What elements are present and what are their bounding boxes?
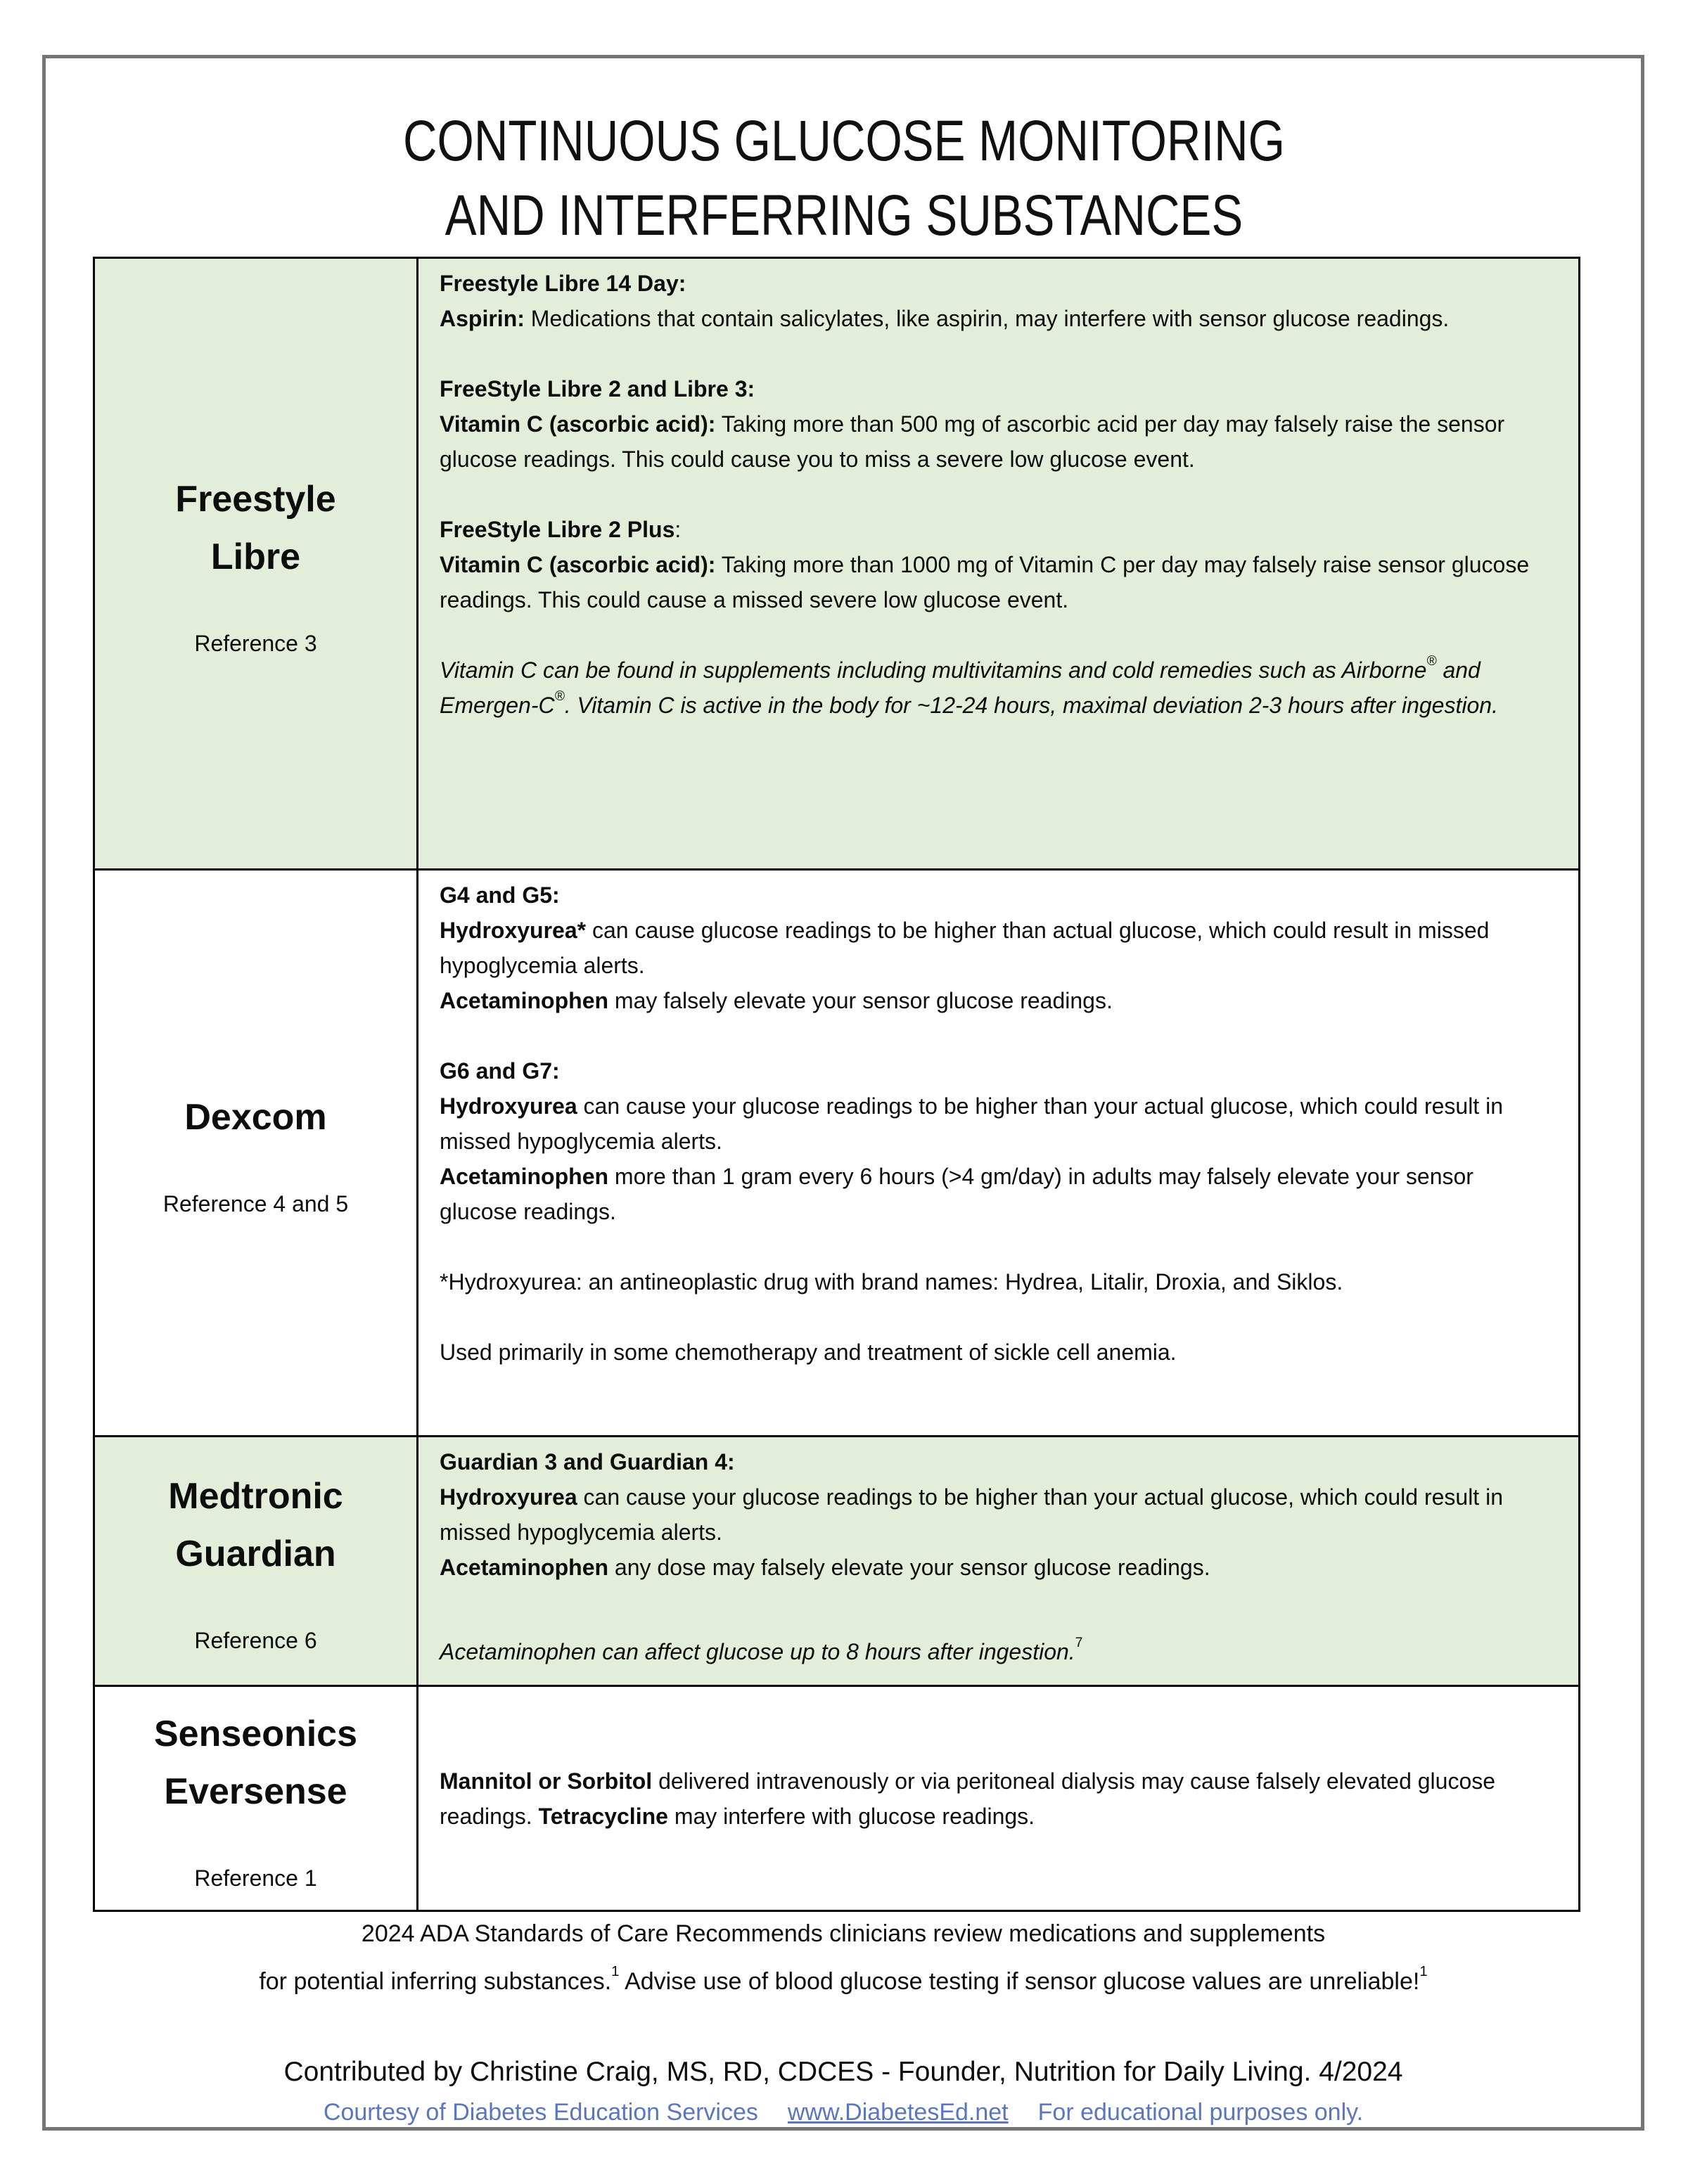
- device-name-line: Dexcom: [184, 1096, 327, 1138]
- device-name: [184, 1088, 326, 1146]
- paragraph: Vitamin C can be found in supplements including multivitamins and cold remedies such as Airborne® and Emergen-C®. Vitamin C is active in the body for ~12-24 hours, maximal deviation 2-3 hours after ingestion.: [440, 653, 1498, 718]
- device-cell: [95, 259, 418, 871]
- blank-line: [440, 477, 1557, 512]
- page-title: [0, 104, 1688, 253]
- paragraph: G6 and G7:: [440, 1058, 560, 1084]
- device-name: [168, 1467, 343, 1583]
- device-cell: [95, 871, 418, 1437]
- device-name-line: Libre: [210, 536, 301, 577]
- device-name: [175, 470, 335, 586]
- details-cell: [418, 1437, 1580, 1687]
- ada-recommendation-line1: 2024 ADA Standards of Care Recommends clinicians review medications and supplements: [361, 1920, 1326, 1947]
- device-reference: Reference 3: [194, 630, 317, 656]
- paragraph: Used primarily in some chemotherapy and treatment of sickle cell anemia.: [440, 1340, 1177, 1365]
- device-name-line: Medtronic: [168, 1476, 343, 1517]
- details-cell: [418, 1687, 1580, 1912]
- device-reference: Reference 1: [194, 1865, 317, 1891]
- paragraph: Hydroxyurea* can cause glucose readings to be higher than actual glucose, which could result in missed hypoglycemia alerts.: [440, 918, 1490, 978]
- paragraph: G4 and G5:: [440, 882, 560, 908]
- cgm-interference-table: [93, 257, 1580, 1912]
- paragraph: FreeStyle Libre 2 and Libre 3:: [440, 376, 755, 402]
- blank-line: [440, 336, 1557, 371]
- paragraph: Vitamin C (ascorbic acid): Taking more than 1000 mg of Vitamin C per day may falsely raise sensor glucose readings. This could cause a missed severe low glucose event.: [440, 552, 1530, 612]
- device-name: [154, 1705, 357, 1820]
- blank-line: [440, 1229, 1557, 1264]
- device-reference: Reference 4 and 5: [162, 1190, 349, 1216]
- device-name-line: Eversense: [164, 1771, 347, 1812]
- paragraph: Acetaminophen can affect glucose up to 8 hours after ingestion.$^7$: [440, 1635, 1083, 1664]
- paragraph: FreeStyle Libre 2 Plus:: [440, 517, 682, 542]
- details-cell: [418, 871, 1580, 1437]
- paragraph: Acetaminophen any dose may falsely elevate your sensor glucose readings.: [440, 1555, 1210, 1580]
- diabetesed-link[interactable]: www.DiabetesEd.net: [787, 2099, 1009, 2126]
- table-row: [95, 259, 1580, 871]
- blank-line: [440, 617, 1557, 653]
- table-row: [95, 1687, 1580, 1912]
- blank-line: [440, 1018, 1557, 1053]
- device-name-line: Senseonics: [153, 1713, 358, 1754]
- device-name-line: Freestyle: [175, 478, 336, 520]
- paragraph: Acetaminophen more than 1 gram every 6 hours (>4 gm/day) in adults may falsely elevate your sensor glucose readings.: [440, 1164, 1473, 1224]
- courtesy-line: Courtesy of Diabetes Education Services www.DiabetesEd.net For educational purposes only.: [323, 2099, 1364, 2126]
- paragraph: Freestyle Libre 14 Day:: [440, 271, 686, 296]
- paragraph: Acetaminophen may falsely elevate your sensor glucose readings.: [440, 988, 1113, 1013]
- table-row: [95, 1437, 1580, 1687]
- contributed-credit-line: Contributed by Christine Craig, MS, RD, CDCES - Founder, Nutrition for Daily Living. 4/2024: [283, 2057, 1403, 2087]
- device-cell: [95, 1437, 418, 1687]
- paragraph: Mannitol or Sorbitol delivered intravenously or via peritoneal dialysis may cause falsely elevated glucose readings. Tetracycline may interfere with glucose readings.: [440, 1768, 1496, 1829]
- paragraph: Hydroxyurea can cause your glucose readings to be higher than your actual glucose, which could result in missed hypoglycemia alerts.: [440, 1484, 1503, 1545]
- paragraph: Hydroxyurea can cause your glucose readings to be higher than your actual glucose, which could result in missed hypoglycemia alerts.: [440, 1093, 1503, 1154]
- paragraph: Vitamin C (ascorbic acid): Taking more than 500 mg of ascorbic acid per day may falsely raise the sensor glucose readings. This could cause you to miss a severe low glucose event.: [440, 411, 1505, 472]
- paragraph: Aspirin: Medications that contain salicylates, like aspirin, may interfere with sensor glucose readings.: [440, 306, 1450, 331]
- blank-line: [440, 1299, 1557, 1335]
- paragraph: *Hydroxyurea: an antineoplastic drug with brand names: Hydrea, Litalir, Droxia, and Siklos.: [440, 1269, 1343, 1295]
- device-cell: [95, 1687, 418, 1912]
- table-row: [95, 871, 1580, 1437]
- details-cell: [418, 259, 1580, 871]
- page-title-line2: AND INTERFERRING SUBSTANCES: [445, 184, 1243, 248]
- ada-recommendation-line2: for potential inferring substances.$^1$ Advise use of blood glucose testing if sensor glucose values are unreliable!$^1$: [259, 1963, 1428, 1995]
- paragraph: Guardian 3 and Guardian 4:: [440, 1449, 735, 1475]
- page-title-line1: CONTINUOUS GLUCOSE MONITORING: [402, 109, 1285, 173]
- device-name-line: Guardian: [175, 1534, 336, 1574]
- device-reference: Reference 6: [194, 1628, 317, 1653]
